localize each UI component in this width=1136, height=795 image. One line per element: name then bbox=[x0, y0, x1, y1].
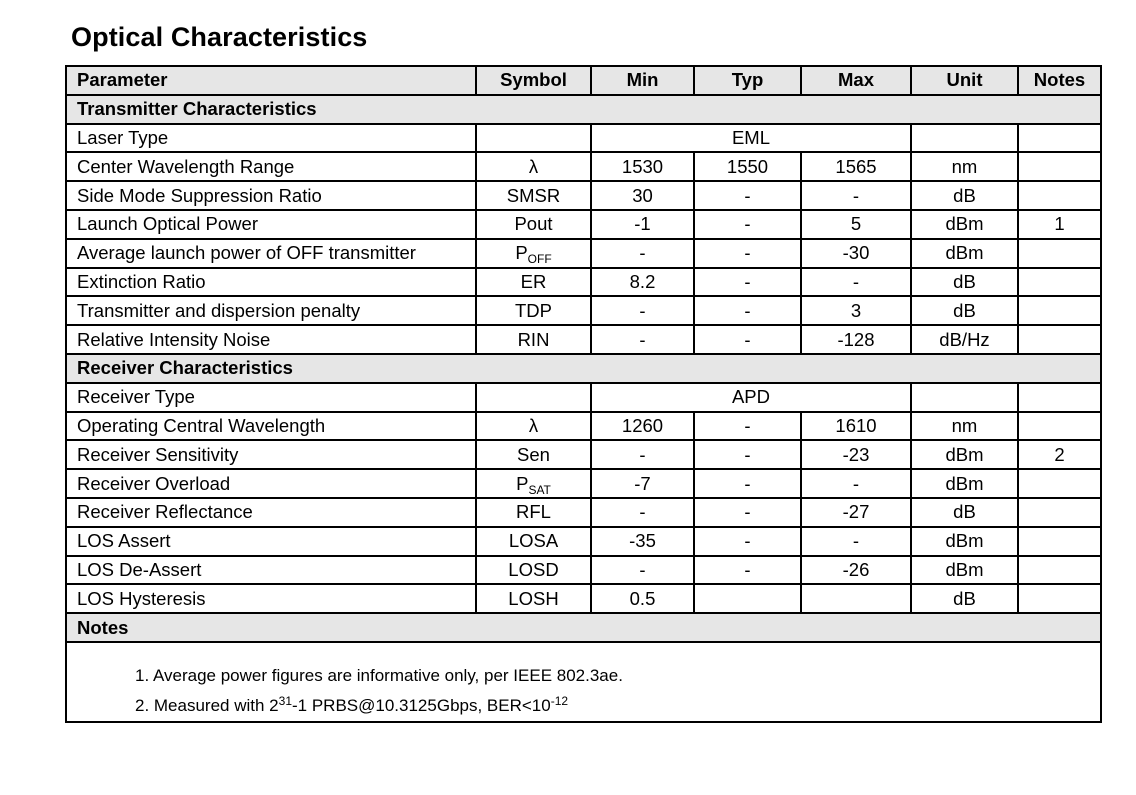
notes-cell bbox=[1018, 584, 1101, 613]
symbol-cell bbox=[476, 124, 591, 153]
optical-characteristics-table bbox=[65, 65, 1102, 723]
param-cell: Side Mode Suppression Ratio bbox=[66, 181, 476, 210]
typ-cell: 1550 bbox=[694, 152, 801, 181]
notes-cell bbox=[1018, 556, 1101, 585]
header-notes: Notes bbox=[1018, 66, 1101, 95]
notes-cell bbox=[1018, 527, 1101, 556]
notes-body-row bbox=[66, 642, 1101, 722]
unit-cell: dBm bbox=[911, 527, 1018, 556]
symbol-cell: TDP bbox=[476, 296, 591, 325]
param-cell: Center Wavelength Range bbox=[66, 152, 476, 181]
param-cell: Receiver Overload bbox=[66, 469, 476, 498]
header-unit: Unit bbox=[911, 66, 1018, 95]
symbol-cell: ER bbox=[476, 268, 591, 297]
max-cell: - bbox=[801, 527, 911, 556]
note-2-prefix: 2. Measured with 2 bbox=[135, 695, 279, 715]
symbol-cell: λ bbox=[476, 412, 591, 441]
symbol-cell: LOSA bbox=[476, 527, 591, 556]
unit-cell: nm bbox=[911, 412, 1018, 441]
header-row bbox=[66, 66, 1101, 95]
min-cell: 0.5 bbox=[591, 584, 694, 613]
unit-cell bbox=[911, 124, 1018, 153]
typ-cell bbox=[694, 584, 801, 613]
table-row bbox=[66, 239, 1101, 268]
notes-cell bbox=[1018, 124, 1101, 153]
notes-cell bbox=[1018, 383, 1101, 412]
header-symbol: Symbol bbox=[476, 66, 591, 95]
max-cell: -26 bbox=[801, 556, 911, 585]
typ-cell: - bbox=[694, 440, 801, 469]
table-row bbox=[66, 152, 1101, 181]
max-cell: 5 bbox=[801, 210, 911, 239]
max-cell: -27 bbox=[801, 498, 911, 527]
notes-list bbox=[77, 643, 1090, 721]
param-cell: LOS Assert bbox=[66, 527, 476, 556]
typ-cell: - bbox=[694, 268, 801, 297]
param-cell: Average launch power of OFF transmitter bbox=[66, 239, 476, 268]
unit-cell: dBm bbox=[911, 239, 1018, 268]
note-1: 1. Average power figures are informative only, per IEEE 802.3ae. bbox=[135, 665, 623, 685]
unit-cell: dB bbox=[911, 498, 1018, 527]
symbol-cell: RIN bbox=[476, 325, 591, 354]
header-parameter: Parameter bbox=[66, 66, 476, 95]
min-cell: -1 bbox=[591, 210, 694, 239]
merged-value-cell: EML bbox=[591, 124, 911, 153]
symbol-cell: LOSD bbox=[476, 556, 591, 585]
max-cell: -23 bbox=[801, 440, 911, 469]
max-cell: -128 bbox=[801, 325, 911, 354]
min-cell: 8.2 bbox=[591, 268, 694, 297]
max-cell: 1610 bbox=[801, 412, 911, 441]
symbol-cell: LOSH bbox=[476, 584, 591, 613]
notes-cell bbox=[1018, 268, 1101, 297]
param-cell: Extinction Ratio bbox=[66, 268, 476, 297]
table-row bbox=[66, 556, 1101, 585]
param-cell: Relative Intensity Noise bbox=[66, 325, 476, 354]
symbol-cell: Sen bbox=[476, 440, 591, 469]
unit-cell: dBm bbox=[911, 556, 1018, 585]
max-cell: -30 bbox=[801, 239, 911, 268]
table-row bbox=[66, 527, 1101, 556]
notes-cell: 1 bbox=[1018, 210, 1101, 239]
unit-cell: nm bbox=[911, 152, 1018, 181]
table-row bbox=[66, 412, 1101, 441]
min-cell: 30 bbox=[591, 181, 694, 210]
min-cell: - bbox=[591, 440, 694, 469]
header-typ: Typ bbox=[694, 66, 801, 95]
note-2 bbox=[135, 691, 1090, 721]
table-row bbox=[66, 440, 1101, 469]
unit-cell: dB bbox=[911, 296, 1018, 325]
max-cell: 1565 bbox=[801, 152, 911, 181]
typ-cell: - bbox=[694, 556, 801, 585]
min-cell: 1530 bbox=[591, 152, 694, 181]
notes-cell bbox=[1018, 412, 1101, 441]
min-cell: - bbox=[591, 239, 694, 268]
typ-cell: - bbox=[694, 181, 801, 210]
note-2-middle: -1 PRBS@10.3125Gbps, BER<10 bbox=[292, 695, 551, 715]
symbol-subscript: OFF bbox=[527, 252, 552, 267]
param-cell: Receiver Sensitivity bbox=[66, 440, 476, 469]
notes-cell bbox=[1018, 152, 1101, 181]
table-row bbox=[66, 498, 1101, 527]
unit-cell: dBm bbox=[911, 469, 1018, 498]
section-heading-receiver: Receiver Characteristics bbox=[66, 354, 1101, 383]
table-row bbox=[66, 383, 1101, 412]
max-cell: - bbox=[801, 469, 911, 498]
min-cell: - bbox=[591, 498, 694, 527]
symbol-base: P bbox=[516, 472, 529, 494]
table-row bbox=[66, 469, 1101, 498]
param-cell: Transmitter and dispersion penalty bbox=[66, 296, 476, 325]
min-cell: - bbox=[591, 556, 694, 585]
unit-cell: dBm bbox=[911, 440, 1018, 469]
min-cell: - bbox=[591, 296, 694, 325]
symbol-cell: λ bbox=[476, 152, 591, 181]
note-2-exponent-prbs: 31 bbox=[278, 693, 292, 708]
symbol-subscript: SAT bbox=[528, 482, 551, 497]
symbol-cell: Pout bbox=[476, 210, 591, 239]
section-heading-notes: Notes bbox=[66, 613, 1101, 642]
param-cell: LOS Hysteresis bbox=[66, 584, 476, 613]
typ-cell: - bbox=[694, 239, 801, 268]
param-cell: Laser Type bbox=[66, 124, 476, 153]
param-cell: Receiver Reflectance bbox=[66, 498, 476, 527]
notes-body bbox=[66, 642, 1101, 722]
param-cell: Operating Central Wavelength bbox=[66, 412, 476, 441]
symbol-base: P bbox=[515, 242, 528, 264]
unit-cell: dB/Hz bbox=[911, 325, 1018, 354]
unit-cell: dB bbox=[911, 268, 1018, 297]
table-row bbox=[66, 181, 1101, 210]
table-row bbox=[66, 296, 1101, 325]
unit-cell bbox=[911, 383, 1018, 412]
max-cell: - bbox=[801, 268, 911, 297]
section-row-receiver bbox=[66, 354, 1101, 383]
header-min: Min bbox=[591, 66, 694, 95]
notes-cell bbox=[1018, 181, 1101, 210]
section-row-notes bbox=[66, 613, 1101, 642]
symbol-cell bbox=[476, 469, 591, 498]
notes-cell bbox=[1018, 325, 1101, 354]
min-cell: -7 bbox=[591, 469, 694, 498]
section-row-transmitter bbox=[66, 95, 1101, 124]
typ-cell: - bbox=[694, 469, 801, 498]
header-max: Max bbox=[801, 66, 911, 95]
section-heading-transmitter: Transmitter Characteristics bbox=[66, 95, 1101, 124]
min-cell: - bbox=[591, 325, 694, 354]
min-cell: 1260 bbox=[591, 412, 694, 441]
note-2-exponent-ber: -12 bbox=[550, 693, 569, 708]
notes-cell bbox=[1018, 469, 1101, 498]
symbol-cell bbox=[476, 383, 591, 412]
param-cell: LOS De-Assert bbox=[66, 556, 476, 585]
merged-value-cell: APD bbox=[591, 383, 911, 412]
typ-cell: - bbox=[694, 498, 801, 527]
max-cell bbox=[801, 584, 911, 613]
table-row bbox=[66, 325, 1101, 354]
typ-cell: - bbox=[694, 412, 801, 441]
typ-cell: - bbox=[694, 325, 801, 354]
table-row bbox=[66, 584, 1101, 613]
notes-cell bbox=[1018, 239, 1101, 268]
param-cell: Launch Optical Power bbox=[66, 210, 476, 239]
notes-cell: 2 bbox=[1018, 440, 1101, 469]
table-row bbox=[66, 210, 1101, 239]
param-cell: Receiver Type bbox=[66, 383, 476, 412]
max-cell: 3 bbox=[801, 296, 911, 325]
unit-cell: dB bbox=[911, 584, 1018, 613]
table-row bbox=[66, 124, 1101, 153]
symbol-cell bbox=[476, 239, 591, 268]
typ-cell: - bbox=[694, 210, 801, 239]
symbol-cell: RFL bbox=[476, 498, 591, 527]
notes-cell bbox=[1018, 498, 1101, 527]
typ-cell: - bbox=[694, 296, 801, 325]
unit-cell: dBm bbox=[911, 210, 1018, 239]
max-cell: - bbox=[801, 181, 911, 210]
table-row bbox=[66, 268, 1101, 297]
min-cell: -35 bbox=[591, 527, 694, 556]
symbol-cell: SMSR bbox=[476, 181, 591, 210]
page-title: Optical Characteristics bbox=[71, 22, 368, 52]
typ-cell: - bbox=[694, 527, 801, 556]
unit-cell: dB bbox=[911, 181, 1018, 210]
notes-cell bbox=[1018, 296, 1101, 325]
